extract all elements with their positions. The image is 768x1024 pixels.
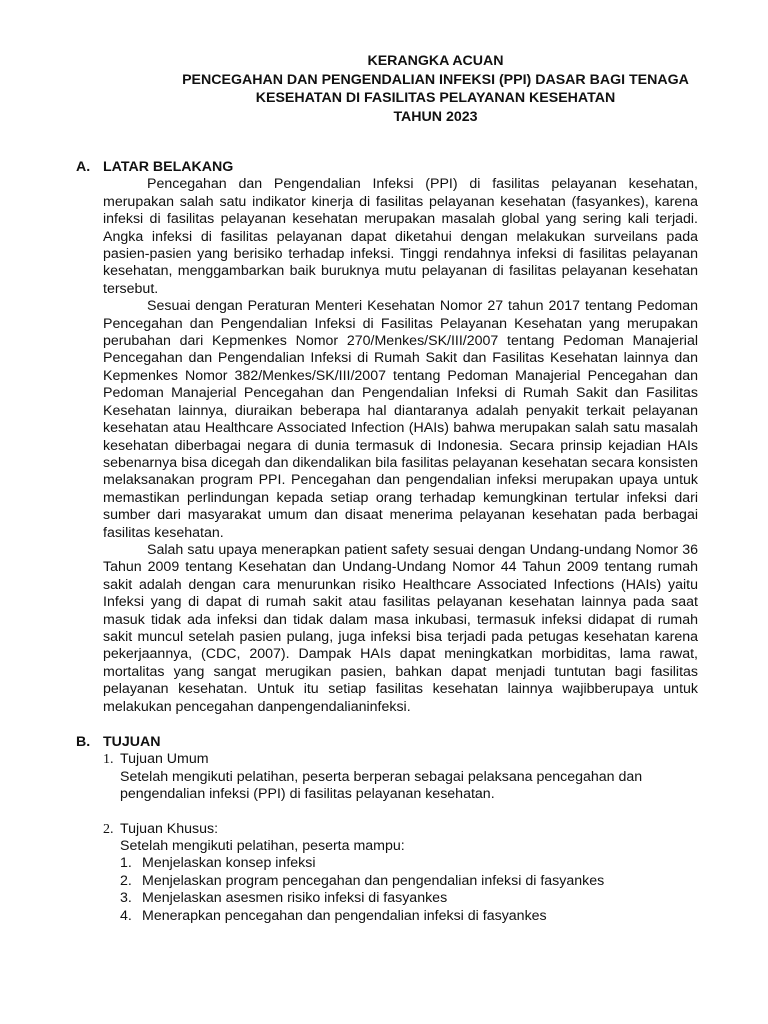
list-item-number: 1. <box>120 855 132 872</box>
list-item-number: 3. <box>120 890 132 907</box>
section-b-letter: B. <box>76 734 91 750</box>
section-b-title: TUJUAN <box>103 734 161 750</box>
tujuan-umum-text: Setelah mengikuti pelatihan, peserta berperan sebagai pelaksana pencegahan dan pengendalian infeksi (PPI) di fasilitas pelayanan kesehatan. <box>120 768 643 803</box>
section-a-title: LATAR BELAKANG <box>103 159 234 175</box>
list-item-number: 2. <box>120 872 132 889</box>
list-item-number: 4. <box>120 907 132 924</box>
list-item <box>120 855 698 872</box>
list-item <box>120 908 698 925</box>
objectives-list <box>120 855 698 925</box>
title-line-4: TAHUN 2023 <box>393 108 478 125</box>
list-item-text: Menjelaskan asesmen risiko infeksi di fasyankes <box>142 890 448 907</box>
title-line-2: PENCEGAHAN DAN PENGENDALIAN INFEKSI (PPI) DASAR BAGI TENAGA <box>182 71 689 88</box>
tujuan-umum-number: 1. <box>103 752 114 768</box>
paragraph-3: Salah satu upaya menerapkan patient safety sesuai dengan Undang-undang Nomor 36 Tahun 2009 tentang Kesehatan dan Undang-Undang Nomor 44 Tahun 2009 tentang rumah sakit adalah dengan cara menurunkan risiko Healthcare Associated Infections (HAIs) yaitu Infeksi yang di dapat di rumah sakit atau fasilitas pelayanan kesehatan lainnya pada saat masuk tidak ada infeksi dan tidak dalam masa inkubasi, termasuk infeksi didapat di rumah sakit muncul setelah pasien pulang, juga infeksi bisa terjadi pada petugas kesehatan karena pekerjaannya, (CDC, 2007). Dampak HAIs dapat meningkatkan morbiditas, lama rawat, mortalitas yang sangat merugikan pasien, bahkan dapat menjadi tuntutan bagi fasilitas pelayanan kesehatan. Untuk itu setiap fasilitas kesehatan lainnya wajibberupaya untuk melakukan pencegahan danpengendalianinfeksi. <box>103 541 698 715</box>
title-line-3: KESEHATAN DI FASILITAS PELAYANAN KESEHATAN <box>255 90 616 106</box>
list-item-text: Menjelaskan konsep infeksi <box>142 855 316 872</box>
section-b-heading <box>76 734 698 751</box>
tujuan-khusus-intro: Setelah mengikuti pelatihan, peserta mampu: <box>120 838 405 855</box>
document-title <box>133 52 738 126</box>
list-item-text: Menerapkan pencegahan dan pengendalian infeksi di fasyankes <box>142 907 547 924</box>
list-item-text: Menjelaskan program pencegahan dan pengendalian infeksi di fasyankes <box>142 872 605 889</box>
paragraph-2: Sesuai dengan Peraturan Menteri Kesehatan Nomor 27 tahun 2017 tentang Pedoman Pencegahan dan Pengendalian Infeksi di Fasilitas Pelayanan Kesehatan yang merupakan perubahan dari Kepmenkes Nomor 270/Menkes/SK/III/2007 tentang Pedoman Manajerial Pencegahan dan Pengendalian Infeksi di Rumah Sakit dan Fasilitas Kesehatan lainnya dan Kepmenkes Nomor 382/Menkes/SK/III/2007 tentang Pedoman Manajerial Pencegahan dan Pedoman Manajerial Pencegahan dan Pengendalian Infeksi di Rumah Sakit dan Fasilitas Kesehatan lainnya, diuraikan beberapa hal diantaranya adalah penyakit terkait pelayanan kesehatan atau Healthcare Associated Infection (HAIs) bahwa merupakan salah satu masalah kesehatan diberbagai negara di dunia termasuk di Indonesia. Secara prinsip kejadian HAIs sebenarnya bisa dicegah dan dikendalikan bila fasilitas pelayanan kesehatan secara konsisten melaksanakan program PPI. Pencegahan dan pengendalian infeksi merupakan upaya untuk memastikan perlindungan kepada setiap orang terhadap kemungkinan tertular infeksi dari sumber dari masyarakat umum dan disaat menerima pelayanan kesehatan pada berbagai fasilitas kesehatan. <box>103 298 698 541</box>
section-a-letter: A. <box>76 159 91 175</box>
section-a-heading <box>76 159 698 176</box>
list-item <box>120 890 698 907</box>
tujuan-umum-label: Tujuan Umum <box>120 751 209 768</box>
tujuan-khusus-label: Tujuan Khusus: <box>120 820 219 837</box>
paragraph-1: Pencegahan dan Pengendalian Infeksi (PPI) di fasilitas pelayanan kesehatan, merupakan salah satu indikator kinerja di fasilitas pelayanan kesehatan (fasyankes), karena infeksi di fasilitas pelayanan kesehatan merupakan masalah global yang sering kali terjadi. Angka infeksi di fasilitas pelayanan dapat diketahui dengan melakukan surveilans pada pasien-pasien yang berisiko terhadap infeksi. Tinggi rendahnya infeksi di fasilitas pelayanan kesehatan, menggambarkan baik buruknya mutu pelayanan di fasilitas pelayanan kesehatan tersebut. <box>103 176 698 297</box>
tujuan-umum-heading <box>103 751 698 768</box>
tujuan-khusus-heading <box>103 821 698 838</box>
title-line-1: KERANGKA ACUAN <box>367 53 504 69</box>
tujuan-khusus-number: 2. <box>103 821 114 837</box>
list-item <box>120 873 698 890</box>
